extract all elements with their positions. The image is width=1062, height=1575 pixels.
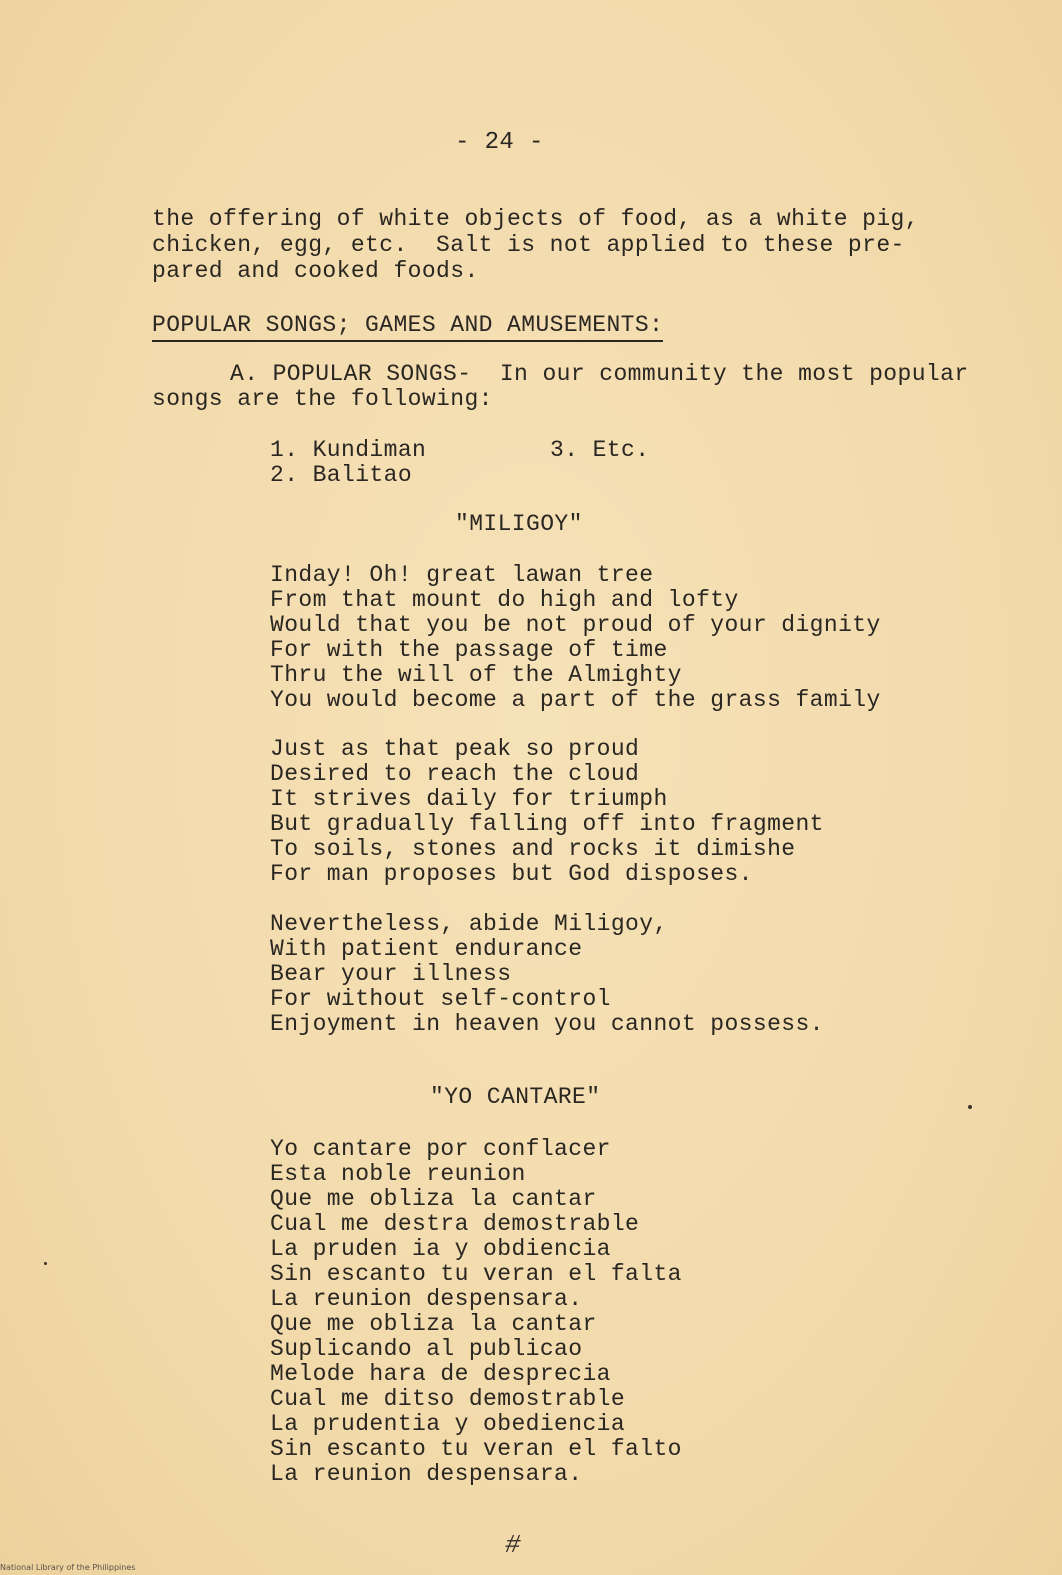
verse-line: La reunion despensara. xyxy=(270,1461,583,1487)
verse-line: Esta noble reunion xyxy=(270,1161,526,1187)
end-mark: # xyxy=(505,1530,521,1560)
paper-speck xyxy=(968,1105,972,1109)
verse-line: For man proposes but God disposes. xyxy=(270,861,753,887)
verse-line: But gradually falling off into fragment xyxy=(270,811,824,837)
verse-line: To soils, stones and rocks it dimishe xyxy=(270,836,796,862)
intro-line: pared and cooked foods. xyxy=(152,258,479,284)
verse-line: For without self-control xyxy=(270,986,611,1012)
popular-songs-intro: A. POPULAR SONGS- In our community the most popular xyxy=(230,361,969,387)
song-list-item: 1. Kundiman xyxy=(270,437,427,463)
verse-line: Would that you be not proud of your dignity xyxy=(270,612,881,638)
verse-line: Cual me destra demostrable xyxy=(270,1211,640,1237)
page-number: - 24 - xyxy=(455,129,544,156)
verse-line: Inday! Oh! great lawan tree xyxy=(270,562,654,588)
provenance-label: National Library of the Philippines xyxy=(0,1563,136,1572)
verse-line: La prudentia y obediencia xyxy=(270,1411,626,1437)
verse-line: It strives daily for triumph xyxy=(270,786,668,812)
song-title-miligoy: "MILIGOY" xyxy=(455,511,583,537)
verse-line: Sin escanto tu veran el falta xyxy=(270,1261,682,1287)
verse-line: Bear your illness xyxy=(270,961,512,987)
verse-line: Desired to reach the cloud xyxy=(270,761,640,787)
verse-line: For with the passage of time xyxy=(270,637,668,663)
intro-line: the offering of white objects of food, as a white pig, xyxy=(152,206,919,232)
verse-line: Sin escanto tu veran el falto xyxy=(270,1436,682,1462)
paper-speck xyxy=(44,1262,47,1265)
song-title-yo-cantare: "YO CANTARE" xyxy=(430,1084,601,1110)
verse-line: Que me obliza la cantar xyxy=(270,1311,597,1337)
verse-line: From that mount do high and lofty xyxy=(270,587,739,613)
intro-line: chicken, egg, etc. Salt is not applied to these pre- xyxy=(152,232,905,258)
verse-line: Just as that peak so proud xyxy=(270,736,640,762)
section-heading: POPULAR SONGS; GAMES AND AMUSEMENTS: xyxy=(152,313,663,342)
verse-line: La pruden ia y obdiencia xyxy=(270,1236,611,1262)
verse-line: Nevertheless, abide Miligoy, xyxy=(270,911,668,937)
song-list-item: 3. Etc. xyxy=(550,437,650,463)
verse-line: Suplicando al publicao xyxy=(270,1336,583,1362)
verse-line: Enjoyment in heaven you cannot possess. xyxy=(270,1011,824,1037)
song-list-item: 2. Balitao xyxy=(270,462,413,488)
verse-line: Que me obliza la cantar xyxy=(270,1186,597,1212)
verse-line: You would become a part of the grass family xyxy=(270,687,881,713)
verse-line: Yo cantare por conflacer xyxy=(270,1136,611,1162)
verse-line: La reunion despensara. xyxy=(270,1286,583,1312)
verse-line: With patient endurance xyxy=(270,936,583,962)
verse-line: Thru the will of the Almighty xyxy=(270,662,682,688)
popular-songs-intro: songs are the following: xyxy=(152,386,493,412)
verse-line: Cual me ditso demostrable xyxy=(270,1386,626,1412)
verse-line: Melode hara de desprecia xyxy=(270,1361,611,1387)
